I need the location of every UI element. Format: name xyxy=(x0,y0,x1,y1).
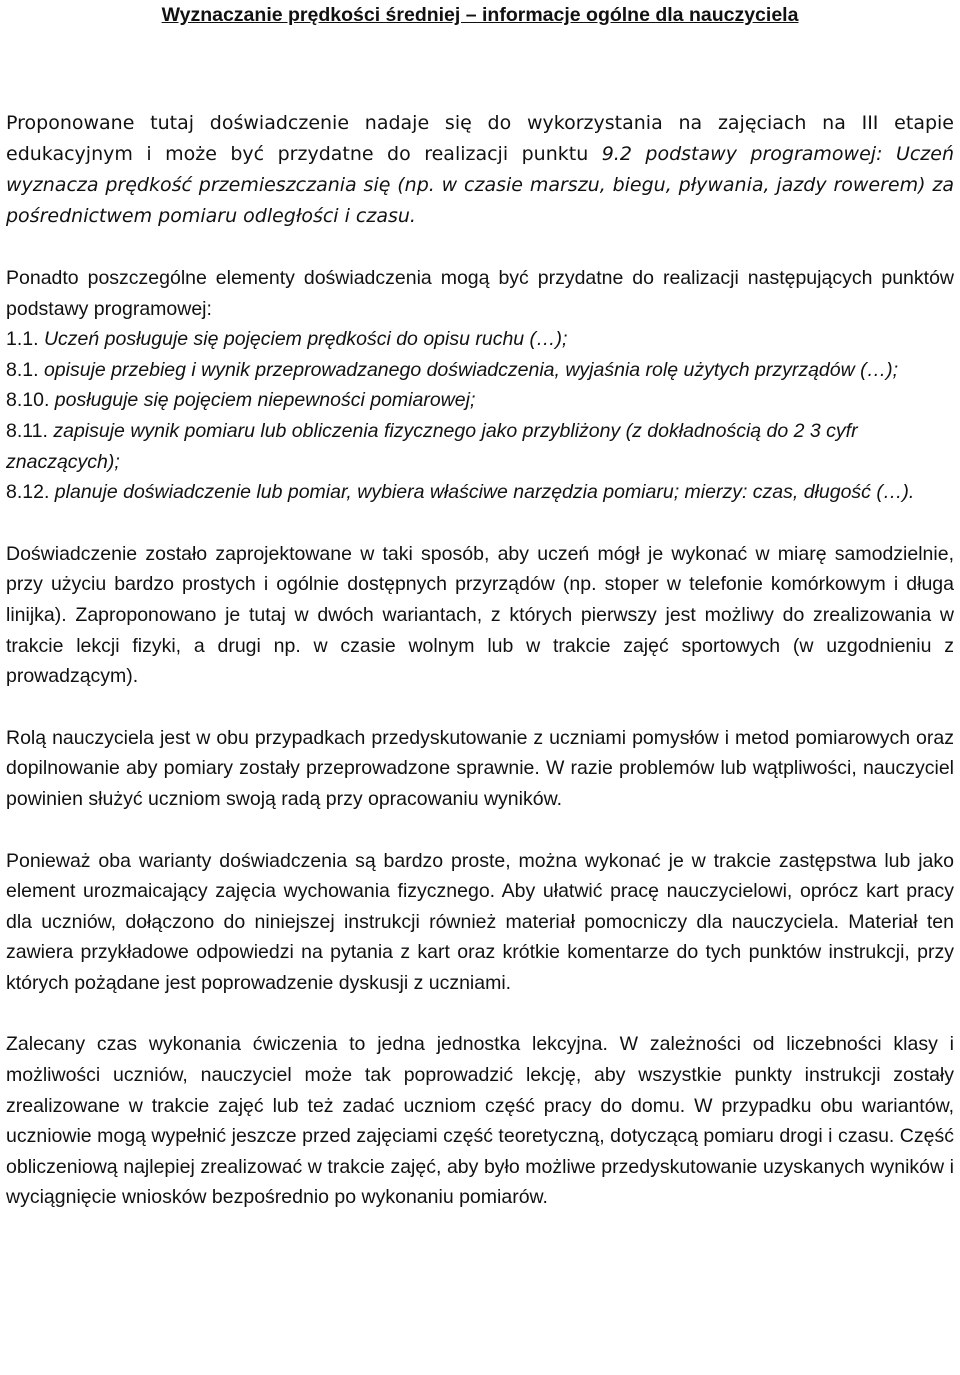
intro-paragraph xyxy=(6,108,954,232)
curriculum-point-text: zapisuje wynik pomiaru lub obliczenia fizycznego jako przybliżony (z dokładnością do 2 3 cyfr znaczących); xyxy=(6,419,858,473)
intro-text: Proponowane tutaj doświadczenie nadaje się do wykorzystania na zajęciach na III etapie edukacyjnym i może być przydatne do realizacji punktu xyxy=(6,112,954,165)
curriculum-point-number: 8.10. xyxy=(6,389,50,412)
curriculum-point xyxy=(6,324,954,355)
curriculum-point xyxy=(6,355,954,386)
curriculum-point-number: 1.1. xyxy=(6,328,39,351)
variants-paragraph: Ponieważ oba warianty doświadczenia są bardzo proste, można wykonać je w trakcie zastępstwa lub jako element urozmaicający zajęcia wychowania fizycznego. Aby ułatwić pracę nauczycielowi, oprócz kart pracy dla uczniów, dołączono do niniejszej instrukcji również materiał pomocniczy dla nauczyciela. Materiał ten zawiera przykładowe odpowiedzi na pytania z kart oraz krótkie komentarze do tych punktów instrukcji, przy których pożądane jest popr​owadzenie dyskusji z uczniami. xyxy=(6,849,954,994)
curriculum-point-number: 8.1. xyxy=(6,358,39,381)
curriculum-point xyxy=(6,416,954,477)
document-page xyxy=(6,0,954,1213)
teacher-role-paragraph: Rolą nauczyciela jest w obu przypadkach przedyskutowanie z uczniami pomysłów i metod pomiarowych oraz dopilnowanie aby pomiary zostały przeprowadzone sprawnie. W razie problemów lub wątpliwości, nauczyciel powinien służyć uczniom swoją radą przy opracowaniu wyników. xyxy=(6,726,954,810)
document-title: Wyznaczanie prędkości średniej – informacje ogólne dla nauczyciela xyxy=(161,4,799,26)
experiment-design-paragraph: Doświadczenie zostało zaprojektowane w taki sposób, aby uczeń mógł je wykonać w miarę samodzielnie, przy użyciu bardzo prostych i ogólnie dostępnych przyrządów (np. stoper w telefonie komórkowym i długa linijka). Zaproponowano je tutaj w dwóch wariantach, z których pierwszy jest możliwy do zrealizowania w trakcie lekcji fizyki, a drugi np. w czasie wolnym lub w trakcie zajęć sportowych (w uzgodnieniu z prowadzącym). xyxy=(6,542,954,688)
curriculum-point-text: planuje doświadczenie lub pomiar, wybiera właściwe narzędzia pomiaru; mierzy: czas, długość (…). xyxy=(49,481,915,504)
recommended-time-paragraph: Zalecany czas wykonania ćwiczenia to jedna jednostka lekcyjna. W zależności od liczebności klasy i możliwości uczniów, nauczyciel może tak poprowadzić lekcję, aby wszystkie punkty instrukcji zostały zrealizowane w trakcie zajęć lub też zadać uczniom część pracy do domu. W przypadku obu wariantów, uczniowie mogą wypełnić jeszcze przed zajęciami część teoretyczną, dotyczącą pomiaru drogi i czasu. Część obliczeniową najlepiej zrealizować w trakcie zajęć, aby było możliwe przedyskutowanie uzyskanych wyników i wyciągnięcie wniosków bezpośrednio po wykonaniu pomiarów. xyxy=(6,1033,954,1209)
curriculum-point xyxy=(6,477,954,508)
curriculum-points-section xyxy=(6,263,954,508)
curriculum-point-text: Uczeń posługuje się pojęciem prędkości do opisu ruchu (…); xyxy=(38,328,568,351)
curriculum-points-intro: Ponadto poszczególne elementy doświadczenia mogą być przydatne do realizacji następujących punktów podstawy programowej: xyxy=(6,267,954,320)
curriculum-point xyxy=(6,385,954,416)
curriculum-point-text: opisuje przebieg i wynik przeprowadzanego doświadczenia, wyjaśnia rolę użytych przyrządów (…); xyxy=(38,358,899,381)
curriculum-point-text: posługuje się pojęciem niepewności pomiarowej; xyxy=(49,389,476,412)
curriculum-point-number: 8.12. xyxy=(6,481,50,504)
curriculum-point-number: 8.11. xyxy=(6,419,48,442)
curriculum-quote: 9.2 podstawy programowej: Uczeń wyznacza prędkość przemieszczania się (np. w czasie marszu, biegu, pływania, jazdy rowerem) za pośrednictwem pomiaru odległości i czasu. xyxy=(6,143,954,227)
